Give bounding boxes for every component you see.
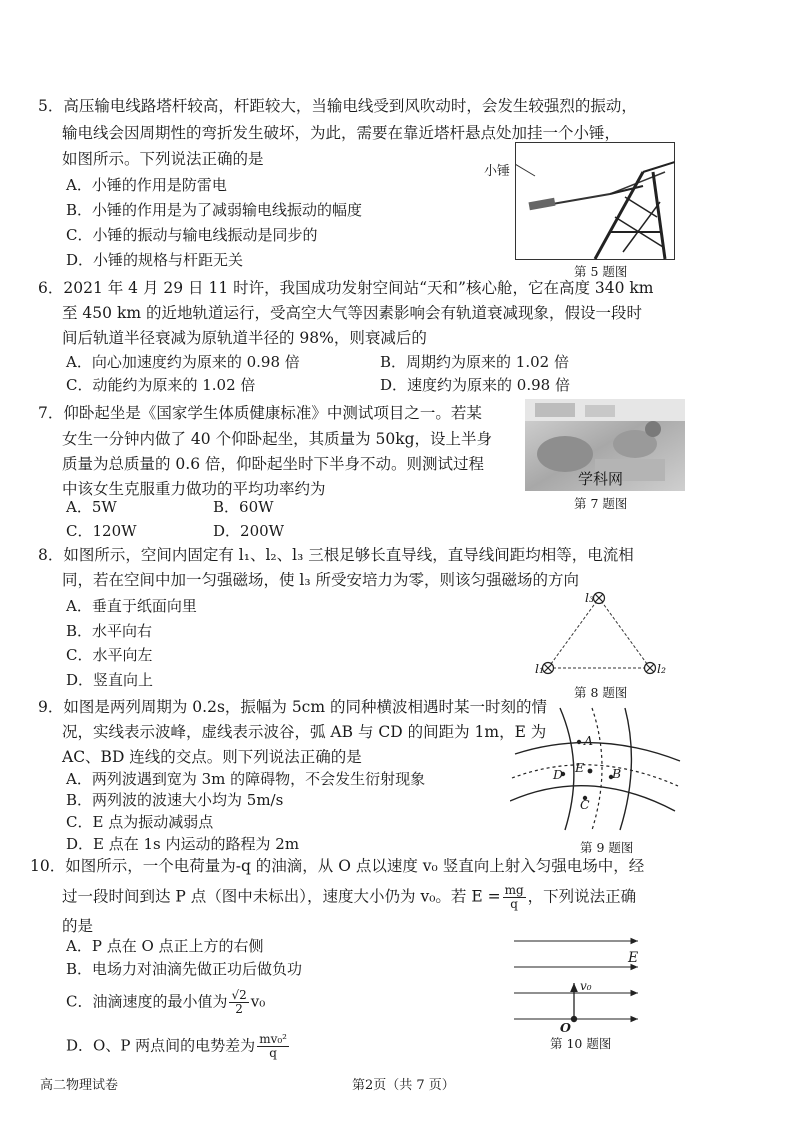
q9-line1: 9．如图是两列周期为 0.2s，振幅为 5cm 的同种横波相遇时某一时刻的情 — [38, 698, 547, 716]
q8-label-l1: l₁ — [535, 661, 545, 676]
q7-option-c: C．120W — [66, 522, 137, 540]
q10-option-c-unit: v₀ — [250, 992, 266, 1011]
wire-l3-into-page-icon — [594, 593, 605, 604]
q8-option-a: A．垂直于纸面向里 — [66, 597, 197, 615]
q10-caption: 第 10 题图 — [550, 1036, 612, 1051]
q6-line1: 6．2021 年 4 月 29 日 11 时许，我国成功发射空间站“天和”核心舱，它在高度 340 km — [38, 279, 654, 297]
q7-line1: 7．仰卧起坐是《国家学生体质健康标准》中测试项目之一。若某 — [38, 404, 482, 422]
q8-label-l2: l₂ — [657, 661, 667, 676]
q6-option-c: C．动能约为原来的 1.02 倍 — [66, 376, 256, 394]
q7-line2: 女生一分钟内做了 40 个仰卧起坐，其质量为 50kg，设上半身 — [62, 430, 493, 448]
q7-line4: 中该女生克服重力做功的平均功率约为 — [62, 480, 326, 498]
q7-watermark: 学科网 — [578, 470, 624, 488]
q5-figure-tower — [515, 142, 675, 260]
q9-label-e: E — [575, 760, 585, 775]
q6-option-a: A．向心加速度约为原来的 0.98 倍 — [66, 353, 300, 371]
q10-option-d-fraction — [257, 1033, 289, 1060]
q7-option-b: B．60W — [213, 498, 274, 516]
footer-page-number: 第2页（共 7 页） — [352, 1078, 455, 1093]
q6-line3: 间后轨道半径衰减为原轨道半径的 98%，则衰减后的 — [62, 329, 427, 347]
q6-option-d: D．速度约为原来的 0.98 倍 — [380, 376, 570, 394]
q10-option-c-den: 2 — [235, 1002, 243, 1016]
q7-option-d: D．200W — [213, 522, 285, 540]
q10-line2 — [62, 884, 636, 911]
q10-option-d-text: D．O、P 两点间的电势差为 — [66, 1036, 256, 1055]
q10-line1: 10．如图所示，一个电荷量为-q 的油滴，从 O 点以速度 v₀ 竖直向上射入匀强电场中，经 — [30, 857, 645, 875]
footer-subject: 高二物理试卷 — [40, 1078, 119, 1093]
q9-label-a: A — [584, 733, 594, 748]
q10-option-c-num: √2 — [231, 988, 247, 1002]
q10-option-d-den: q — [269, 1046, 277, 1060]
q10-option-c-text: C．油滴速度的最小值为 — [66, 992, 228, 1011]
q5-caption: 第 5 题图 — [574, 264, 628, 279]
q9-option-c: C．E 点为振动减弱点 — [66, 813, 214, 831]
q8-option-d: D．竖直向上 — [66, 671, 154, 689]
q10-label-e: E — [628, 950, 639, 966]
q8-option-c: C．水平向左 — [66, 646, 153, 664]
q8-line1: 8．如图所示，空间内固定有 l₁、l₂、l₃ 三根足够长直导线，直导线间距均相等，电流相 — [38, 546, 634, 564]
q10-option-b: B．电场力对油滴先做正功后做负功 — [66, 960, 303, 978]
q8-figure-wires — [535, 588, 670, 680]
q5-line3: 如图所示。下列说法正确的是 — [62, 150, 264, 168]
q5-option-a: A．小锤的作用是防雷电 — [66, 176, 227, 194]
q10-e-frac-den: q — [510, 897, 518, 911]
q9-line2: 况，实线表示波峰，虚线表示波谷，弧 AB 与 CD 的间距为 1m，E 为 — [62, 723, 547, 741]
q5-option-b: B．小锤的作用是为了减弱输电线振动的幅度 — [66, 201, 363, 219]
q5-line1: 5．高压输电线路塔杆较高，杆距较大，当输电线受到风吹动时，会发生较强烈的振动， — [38, 97, 637, 115]
q7-option-a: A．5W — [66, 498, 117, 516]
q10-line2-text: 过一段时间到达 P 点（图中未标出），速度大小仍为 v₀。若 E = — [62, 887, 501, 906]
q9-label-c: C — [580, 797, 590, 812]
q8-label-l3: l₃ — [585, 590, 595, 605]
q10-option-c — [66, 989, 265, 1016]
q10-option-d-num: mv₀² — [259, 1032, 287, 1046]
q10-e-fraction — [503, 884, 526, 911]
q10-label-v0: v₀ — [580, 979, 592, 993]
oil-drop-icon — [571, 1016, 577, 1022]
q7-line3: 质量为总质量的 0.6 倍，仰卧起坐时下半身不动。则测试过程 — [62, 455, 485, 473]
q9-option-a: A．两列波遇到宽为 3m 的障碍物，不会发生衍射现象 — [66, 770, 426, 788]
q5-option-c: C．小锤的振动与输电线振动是同步的 — [66, 226, 318, 244]
q6-option-b: B．周期约为原来的 1.02 倍 — [380, 353, 569, 371]
q10-figure-field — [512, 935, 646, 1031]
q9-label-d: D — [553, 767, 564, 782]
q10-option-d — [66, 1033, 291, 1060]
q10-option-c-fraction — [229, 989, 248, 1016]
q9-figure-waves — [510, 706, 685, 832]
q9-caption: 第 9 题图 — [580, 840, 634, 855]
q9-option-b: B．两列波的波速大小均为 5m/s — [66, 791, 284, 809]
wire-l1-into-page-icon — [543, 663, 554, 674]
q5-option-d: D．小锤的规格与杆距无关 — [66, 251, 244, 269]
q8-line2: 同，若在空间中加一匀强磁场，使 l₃ 所受安培力为零，则该匀强磁场的方向 — [62, 571, 580, 589]
wire-l2-into-page-icon — [645, 663, 656, 674]
q7-caption: 第 7 题图 — [574, 496, 628, 511]
q9-label-b: B — [612, 766, 622, 781]
q5-fig-label: 小锤 — [484, 164, 511, 179]
q9-line3: AC、BD 连线的交点。则下列说法正确的是 — [62, 748, 362, 766]
q8-option-b: B．水平向右 — [66, 622, 153, 640]
q8-caption: 第 8 题图 — [574, 685, 628, 700]
point-e-marker — [588, 769, 593, 774]
q9-option-d: D．E 点在 1s 内运动的路程为 2m — [66, 835, 300, 853]
q10-label-o: O — [560, 1020, 571, 1035]
q10-line2-tail: ，下列说法正确 — [527, 887, 637, 906]
q10-e-frac-num: mg — [504, 883, 524, 897]
q10-option-a: A．P 点在 O 点正上方的右侧 — [66, 937, 264, 955]
q6-line2: 至 450 km 的近地轨道运行，受高空大气等因素影响会有轨道衰减现象，假设一段时 — [62, 304, 642, 322]
q10-line3: 的是 — [62, 917, 94, 935]
q5-line2: 输电线会因周期性的弯折发生破坏，为此，需要在靠近塔杆悬点处加挂一个小锤， — [62, 124, 621, 142]
